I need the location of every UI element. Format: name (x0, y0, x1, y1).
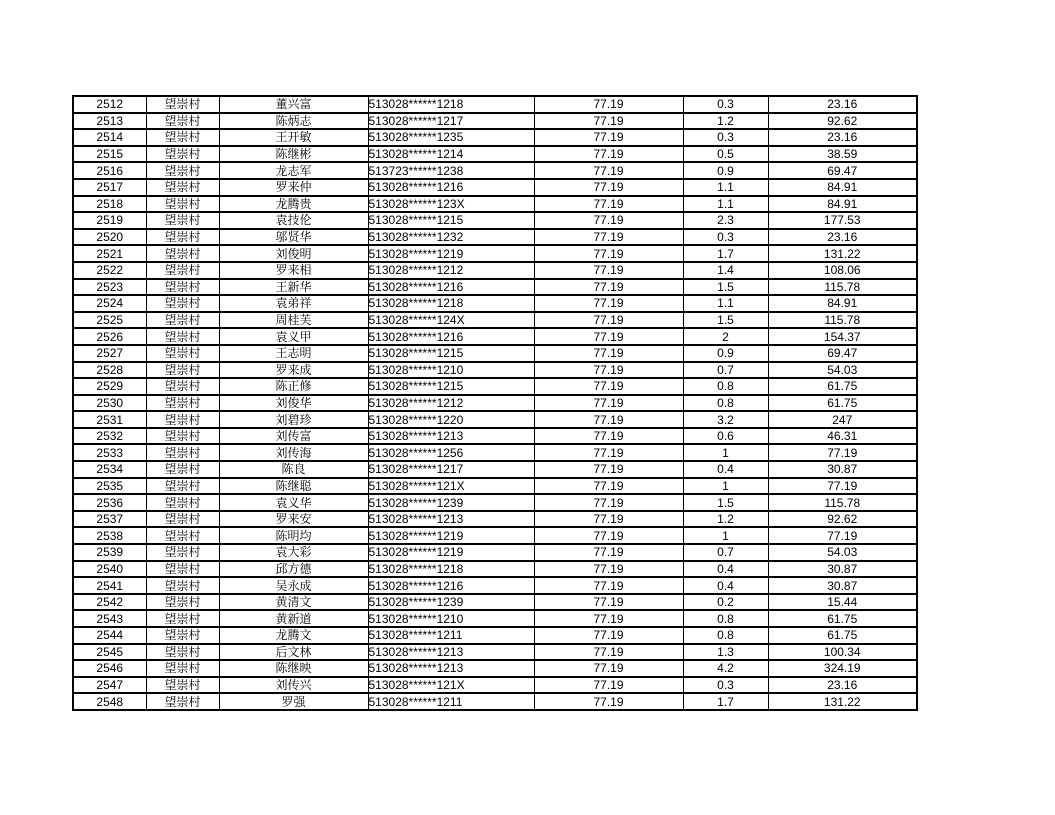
cell-coefficient[interactable]: 0.9 (683, 345, 768, 362)
cell-seq[interactable]: 2539 (73, 544, 146, 561)
cell-village[interactable]: 望崇村 (146, 544, 219, 561)
table-row (73, 328, 917, 345)
cell-id-number[interactable]: 513028******1216 (368, 577, 534, 594)
cell-id-number[interactable]: 513028******1211 (368, 693, 534, 710)
cell-standard[interactable]: 77.19 (534, 362, 683, 379)
table-row (73, 395, 917, 412)
cell-amount[interactable]: 115.78 (768, 494, 917, 511)
cell-coefficient[interactable]: 0.4 (683, 461, 768, 478)
cell-standard[interactable]: 77.19 (534, 693, 683, 710)
table-row (73, 378, 917, 395)
cell-id-number[interactable]: 513028******1213 (368, 644, 534, 661)
cell-amount[interactable]: 247 (768, 411, 917, 428)
cell-amount[interactable]: 61.75 (768, 395, 917, 412)
cell-name[interactable]: 陈继映 (219, 660, 368, 677)
cell-village[interactable]: 望崇村 (146, 660, 219, 677)
cell-id-number[interactable]: 513028******121X (368, 478, 534, 495)
cell-name[interactable]: 罗来相 (219, 262, 368, 279)
cell-seq[interactable]: 2521 (73, 245, 146, 262)
cell-amount[interactable]: 15.44 (768, 594, 917, 611)
table-row (73, 610, 917, 627)
cell-coefficient[interactable]: 0.7 (683, 362, 768, 379)
cell-coefficient[interactable]: 0.3 (683, 229, 768, 246)
table-row (73, 212, 917, 229)
cell-id-number[interactable]: 513028******1215 (368, 345, 534, 362)
cell-coefficient[interactable]: 1.1 (683, 196, 768, 213)
table-row (73, 411, 917, 428)
cell-id-number[interactable]: 513028******1217 (368, 113, 534, 130)
cell-standard[interactable]: 77.19 (534, 544, 683, 561)
table-row (73, 461, 917, 478)
table-row (73, 345, 917, 362)
cell-amount[interactable]: 177.53 (768, 212, 917, 229)
cell-amount[interactable]: 77.19 (768, 478, 917, 495)
cell-name[interactable]: 黄新道 (219, 610, 368, 627)
cell-village[interactable]: 望崇村 (146, 162, 219, 179)
cell-amount[interactable]: 69.47 (768, 345, 917, 362)
table-row (73, 245, 917, 262)
cell-amount[interactable]: 154.37 (768, 328, 917, 345)
cell-name[interactable]: 罗来成 (219, 362, 368, 379)
cell-coefficient[interactable]: 0.4 (683, 577, 768, 594)
table-row (73, 113, 917, 130)
cell-standard[interactable]: 77.19 (534, 96, 683, 113)
cell-standard[interactable]: 77.19 (534, 162, 683, 179)
cell-seq[interactable]: 2544 (73, 627, 146, 644)
cell-village[interactable]: 望崇村 (146, 411, 219, 428)
table-row (73, 511, 917, 528)
cell-village[interactable]: 望崇村 (146, 113, 219, 130)
cell-village[interactable]: 望崇村 (146, 577, 219, 594)
cell-coefficient[interactable]: 0.9 (683, 162, 768, 179)
cell-seq[interactable]: 2538 (73, 527, 146, 544)
table-row (73, 229, 917, 246)
cell-seq[interactable]: 2533 (73, 444, 146, 461)
cell-standard[interactable]: 77.19 (534, 395, 683, 412)
cell-village[interactable]: 望崇村 (146, 693, 219, 710)
cell-amount[interactable]: 23.16 (768, 96, 917, 113)
cell-seq[interactable]: 2513 (73, 113, 146, 130)
cell-seq[interactable]: 2512 (73, 96, 146, 113)
cell-id-number[interactable]: 513028******1215 (368, 378, 534, 395)
cell-village[interactable]: 望崇村 (146, 245, 219, 262)
cell-name[interactable]: 王开敏 (219, 129, 368, 146)
cell-id-number[interactable]: 513028******1232 (368, 229, 534, 246)
cell-village[interactable]: 望崇村 (146, 444, 219, 461)
cell-name[interactable]: 邬贤华 (219, 229, 368, 246)
cell-id-number[interactable]: 513028******1220 (368, 411, 534, 428)
cell-amount[interactable]: 23.16 (768, 129, 917, 146)
cell-seq[interactable]: 2527 (73, 345, 146, 362)
cell-name[interactable]: 袁技伦 (219, 212, 368, 229)
cell-name[interactable]: 刘俊华 (219, 395, 368, 412)
cell-id-number[interactable]: 513028******1218 (368, 96, 534, 113)
cell-seq[interactable]: 2536 (73, 494, 146, 511)
cell-seq[interactable]: 2524 (73, 295, 146, 312)
cell-seq[interactable]: 2532 (73, 428, 146, 445)
table-row (73, 295, 917, 312)
cell-seq[interactable]: 2529 (73, 378, 146, 395)
cell-name[interactable]: 陈炳志 (219, 113, 368, 130)
cell-coefficient[interactable]: 1.2 (683, 113, 768, 130)
cell-id-number[interactable]: 513028******1210 (368, 610, 534, 627)
cell-name[interactable]: 吴永成 (219, 577, 368, 594)
cell-coefficient[interactable]: 0.3 (683, 96, 768, 113)
cell-coefficient[interactable]: 1.4 (683, 262, 768, 279)
cell-amount[interactable]: 115.78 (768, 312, 917, 329)
cell-standard[interactable]: 77.19 (534, 610, 683, 627)
cell-coefficient[interactable]: 0.8 (683, 627, 768, 644)
cell-seq[interactable]: 2520 (73, 229, 146, 246)
table-body (73, 96, 917, 710)
cell-name[interactable]: 刘传海 (219, 444, 368, 461)
cell-amount[interactable]: 54.03 (768, 362, 917, 379)
cell-standard[interactable]: 77.19 (534, 196, 683, 213)
table-row (73, 693, 917, 710)
cell-standard[interactable]: 77.19 (534, 428, 683, 445)
cell-village[interactable]: 望崇村 (146, 527, 219, 544)
cell-id-number[interactable]: 513028******124X (368, 312, 534, 329)
cell-coefficient[interactable]: 1 (683, 444, 768, 461)
cell-standard[interactable]: 77.19 (534, 444, 683, 461)
cell-name[interactable]: 刘传富 (219, 428, 368, 445)
cell-amount[interactable]: 69.47 (768, 162, 917, 179)
cell-id-number[interactable]: 513028******1219 (368, 245, 534, 262)
cell-id-number[interactable]: 513028******1235 (368, 129, 534, 146)
cell-amount[interactable]: 131.22 (768, 693, 917, 710)
cell-name[interactable]: 陈明均 (219, 527, 368, 544)
cell-id-number[interactable]: 513028******1216 (368, 179, 534, 196)
cell-id-number[interactable]: 513028******1214 (368, 146, 534, 163)
cell-coefficient[interactable]: 0.8 (683, 395, 768, 412)
cell-coefficient[interactable]: 1.1 (683, 295, 768, 312)
cell-standard[interactable]: 77.19 (534, 179, 683, 196)
cell-village[interactable]: 望崇村 (146, 627, 219, 644)
cell-seq[interactable]: 2540 (73, 561, 146, 578)
cell-seq[interactable]: 2517 (73, 179, 146, 196)
table-row (73, 494, 917, 511)
cell-village[interactable]: 望崇村 (146, 494, 219, 511)
cell-coefficient[interactable]: 0.4 (683, 561, 768, 578)
cell-amount[interactable]: 92.62 (768, 511, 917, 528)
cell-name[interactable]: 王志明 (219, 345, 368, 362)
cell-village[interactable]: 望崇村 (146, 644, 219, 661)
cell-name[interactable]: 袁义甲 (219, 328, 368, 345)
cell-amount[interactable]: 92.62 (768, 113, 917, 130)
cell-amount[interactable]: 115.78 (768, 279, 917, 296)
cell-name[interactable]: 龙腾文 (219, 627, 368, 644)
cell-id-number[interactable]: 513028******1218 (368, 561, 534, 578)
cell-standard[interactable]: 77.19 (534, 345, 683, 362)
cell-standard[interactable]: 77.19 (534, 511, 683, 528)
cell-standard[interactable]: 77.19 (534, 378, 683, 395)
cell-amount[interactable]: 23.16 (768, 677, 917, 694)
cell-seq[interactable]: 2547 (73, 677, 146, 694)
table-row (73, 544, 917, 561)
table-row (73, 444, 917, 461)
cell-village[interactable]: 望崇村 (146, 212, 219, 229)
cell-id-number[interactable]: 513723******1238 (368, 162, 534, 179)
cell-seq[interactable]: 2531 (73, 411, 146, 428)
cell-seq[interactable]: 2518 (73, 196, 146, 213)
cell-amount[interactable]: 131.22 (768, 245, 917, 262)
cell-name[interactable]: 刘碧珍 (219, 411, 368, 428)
cell-name[interactable]: 黄清文 (219, 594, 368, 611)
cell-amount[interactable]: 30.87 (768, 577, 917, 594)
cell-coefficient[interactable]: 0.8 (683, 610, 768, 627)
cell-seq[interactable]: 2543 (73, 610, 146, 627)
table-row (73, 262, 917, 279)
cell-coefficient[interactable]: 1.2 (683, 511, 768, 528)
cell-seq[interactable]: 2541 (73, 577, 146, 594)
cell-coefficient[interactable]: 0.8 (683, 378, 768, 395)
cell-coefficient[interactable]: 1.5 (683, 279, 768, 296)
cell-standard[interactable]: 77.19 (534, 494, 683, 511)
cell-name[interactable]: 袁大彩 (219, 544, 368, 561)
cell-name[interactable]: 邱方德 (219, 561, 368, 578)
cell-coefficient[interactable]: 3.2 (683, 411, 768, 428)
cell-coefficient[interactable]: 1.3 (683, 644, 768, 661)
data-table-container (72, 95, 918, 711)
cell-village[interactable]: 望崇村 (146, 677, 219, 694)
cell-id-number[interactable]: 513028******123X (368, 196, 534, 213)
table-row (73, 96, 917, 113)
cell-id-number[interactable]: 513028******1217 (368, 461, 534, 478)
cell-id-number[interactable]: 513028******1219 (368, 527, 534, 544)
cell-name[interactable]: 罗来仲 (219, 179, 368, 196)
table-row (73, 478, 917, 495)
table-row (73, 279, 917, 296)
cell-village[interactable]: 望崇村 (146, 378, 219, 395)
cell-seq[interactable]: 2516 (73, 162, 146, 179)
cell-id-number[interactable]: 513028******1213 (368, 511, 534, 528)
cell-amount[interactable]: 61.75 (768, 610, 917, 627)
cell-standard[interactable]: 77.19 (534, 677, 683, 694)
cell-seq[interactable]: 2514 (73, 129, 146, 146)
cell-standard[interactable]: 77.19 (534, 312, 683, 329)
table-row (73, 594, 917, 611)
cell-standard[interactable]: 77.19 (534, 129, 683, 146)
cell-name[interactable]: 董兴富 (219, 96, 368, 113)
cell-coefficient[interactable]: 1.7 (683, 245, 768, 262)
cell-standard[interactable]: 77.19 (534, 478, 683, 495)
cell-coefficient[interactable]: 1 (683, 527, 768, 544)
cell-amount[interactable]: 30.87 (768, 461, 917, 478)
table-row (73, 627, 917, 644)
cell-amount[interactable]: 100.34 (768, 644, 917, 661)
cell-standard[interactable]: 77.19 (534, 577, 683, 594)
cell-standard[interactable]: 77.19 (534, 660, 683, 677)
table-row (73, 146, 917, 163)
cell-coefficient[interactable]: 4.2 (683, 660, 768, 677)
cell-standard[interactable]: 77.19 (534, 279, 683, 296)
cell-amount[interactable]: 61.75 (768, 627, 917, 644)
cell-village[interactable]: 望崇村 (146, 96, 219, 113)
cell-village[interactable]: 望崇村 (146, 594, 219, 611)
cell-coefficient[interactable]: 1 (683, 478, 768, 495)
cell-coefficient[interactable]: 2 (683, 328, 768, 345)
cell-standard[interactable]: 77.19 (534, 113, 683, 130)
cell-amount[interactable]: 30.87 (768, 561, 917, 578)
cell-village[interactable]: 望崇村 (146, 610, 219, 627)
cell-id-number[interactable]: 513028******1213 (368, 428, 534, 445)
cell-coefficient[interactable]: 1.7 (683, 693, 768, 710)
cell-village[interactable]: 望崇村 (146, 179, 219, 196)
table-row (73, 162, 917, 179)
cell-name[interactable]: 龙志军 (219, 162, 368, 179)
cell-coefficient[interactable]: 0.7 (683, 544, 768, 561)
cell-village[interactable]: 望崇村 (146, 511, 219, 528)
cell-village[interactable]: 望崇村 (146, 395, 219, 412)
cell-standard[interactable]: 77.19 (534, 411, 683, 428)
cell-coefficient[interactable]: 1.5 (683, 312, 768, 329)
cell-standard[interactable]: 77.19 (534, 644, 683, 661)
cell-id-number[interactable]: 513028******1211 (368, 627, 534, 644)
cell-standard[interactable]: 77.19 (534, 561, 683, 578)
cell-coefficient[interactable]: 2.3 (683, 212, 768, 229)
table-row (73, 129, 917, 146)
cell-village[interactable]: 望崇村 (146, 295, 219, 312)
cell-village[interactable]: 望崇村 (146, 328, 219, 345)
cell-amount[interactable]: 46.31 (768, 428, 917, 445)
cell-name[interactable]: 周桂芙 (219, 312, 368, 329)
cell-coefficient[interactable]: 0.6 (683, 428, 768, 445)
cell-seq[interactable]: 2526 (73, 328, 146, 345)
cell-name[interactable]: 陈继聪 (219, 478, 368, 495)
cell-seq[interactable]: 2528 (73, 362, 146, 379)
cell-id-number[interactable]: 513028******1216 (368, 279, 534, 296)
cell-name[interactable]: 罗来安 (219, 511, 368, 528)
cell-village[interactable]: 望崇村 (146, 196, 219, 213)
cell-name[interactable]: 刘俊明 (219, 245, 368, 262)
table-row (73, 428, 917, 445)
table-row (73, 312, 917, 329)
cell-village[interactable]: 望崇村 (146, 146, 219, 163)
cell-standard[interactable]: 77.19 (534, 328, 683, 345)
cell-name[interactable]: 袁弟祥 (219, 295, 368, 312)
cell-standard[interactable]: 77.19 (534, 229, 683, 246)
cell-name[interactable]: 刘传兴 (219, 677, 368, 694)
cell-amount[interactable]: 84.91 (768, 179, 917, 196)
table-row (73, 677, 917, 694)
cell-seq[interactable]: 2523 (73, 279, 146, 296)
cell-village[interactable]: 望崇村 (146, 262, 219, 279)
cell-id-number[interactable]: 513028******1213 (368, 660, 534, 677)
cell-id-number[interactable]: 513028******1219 (368, 544, 534, 561)
cell-village[interactable]: 望崇村 (146, 279, 219, 296)
cell-id-number[interactable]: 513028******1210 (368, 362, 534, 379)
cell-standard[interactable]: 77.19 (534, 627, 683, 644)
cell-standard[interactable]: 77.19 (534, 245, 683, 262)
cell-name[interactable]: 陈正修 (219, 378, 368, 395)
cell-seq[interactable]: 2537 (73, 511, 146, 528)
cell-seq[interactable]: 2548 (73, 693, 146, 710)
cell-amount[interactable]: 54.03 (768, 544, 917, 561)
cell-village[interactable]: 望崇村 (146, 362, 219, 379)
cell-standard[interactable]: 77.19 (534, 527, 683, 544)
cell-name[interactable]: 罗强 (219, 693, 368, 710)
cell-name[interactable]: 王新华 (219, 279, 368, 296)
cell-name[interactable]: 陈继彬 (219, 146, 368, 163)
cell-village[interactable]: 望崇村 (146, 561, 219, 578)
cell-name[interactable]: 袁义华 (219, 494, 368, 511)
data-table (72, 95, 918, 711)
cell-id-number[interactable]: 513028******1212 (368, 395, 534, 412)
table-row (73, 179, 917, 196)
cell-seq[interactable]: 2534 (73, 461, 146, 478)
cell-seq[interactable]: 2530 (73, 395, 146, 412)
cell-amount[interactable]: 77.19 (768, 527, 917, 544)
table-row (73, 660, 917, 677)
cell-coefficient[interactable]: 1.1 (683, 179, 768, 196)
cell-coefficient[interactable]: 0.3 (683, 677, 768, 694)
cell-village[interactable]: 望崇村 (146, 461, 219, 478)
table-row (73, 196, 917, 213)
cell-seq[interactable]: 2522 (73, 262, 146, 279)
table-row (73, 527, 917, 544)
cell-standard[interactable]: 77.19 (534, 262, 683, 279)
cell-id-number[interactable]: 513028******1256 (368, 444, 534, 461)
cell-standard[interactable]: 77.19 (534, 295, 683, 312)
cell-amount[interactable]: 61.75 (768, 378, 917, 395)
table-row (73, 644, 917, 661)
cell-id-number[interactable]: 513028******1239 (368, 594, 534, 611)
cell-seq[interactable]: 2546 (73, 660, 146, 677)
cell-amount[interactable]: 84.91 (768, 196, 917, 213)
cell-standard[interactable]: 77.19 (534, 212, 683, 229)
cell-name[interactable]: 龙腾贵 (219, 196, 368, 213)
cell-amount[interactable]: 23.16 (768, 229, 917, 246)
cell-id-number[interactable]: 513028******1215 (368, 212, 534, 229)
cell-seq[interactable]: 2542 (73, 594, 146, 611)
cell-amount[interactable]: 77.19 (768, 444, 917, 461)
cell-seq[interactable]: 2545 (73, 644, 146, 661)
cell-coefficient[interactable]: 0.2 (683, 594, 768, 611)
cell-standard[interactable]: 77.19 (534, 146, 683, 163)
cell-village[interactable]: 望崇村 (146, 478, 219, 495)
cell-id-number[interactable]: 513028******1216 (368, 328, 534, 345)
cell-village[interactable]: 望崇村 (146, 345, 219, 362)
cell-seq[interactable]: 2515 (73, 146, 146, 163)
cell-seq[interactable]: 2519 (73, 212, 146, 229)
cell-name[interactable]: 后文林 (219, 644, 368, 661)
cell-village[interactable]: 望崇村 (146, 312, 219, 329)
cell-amount[interactable]: 108.06 (768, 262, 917, 279)
cell-id-number[interactable]: 513028******1212 (368, 262, 534, 279)
cell-seq[interactable]: 2525 (73, 312, 146, 329)
cell-amount[interactable]: 324.19 (768, 660, 917, 677)
cell-coefficient[interactable]: 0.5 (683, 146, 768, 163)
cell-standard[interactable]: 77.19 (534, 461, 683, 478)
cell-village[interactable]: 望崇村 (146, 229, 219, 246)
table-row (73, 561, 917, 578)
cell-seq[interactable]: 2535 (73, 478, 146, 495)
cell-id-number[interactable]: 513028******121X (368, 677, 534, 694)
cell-name[interactable]: 陈良 (219, 461, 368, 478)
cell-id-number[interactable]: 513028******1239 (368, 494, 534, 511)
table-row (73, 362, 917, 379)
cell-coefficient[interactable]: 0.3 (683, 129, 768, 146)
cell-village[interactable]: 望崇村 (146, 129, 219, 146)
cell-id-number[interactable]: 513028******1218 (368, 295, 534, 312)
cell-village[interactable]: 望崇村 (146, 428, 219, 445)
cell-standard[interactable]: 77.19 (534, 594, 683, 611)
cell-amount[interactable]: 84.91 (768, 295, 917, 312)
cell-amount[interactable]: 38.59 (768, 146, 917, 163)
table-row (73, 577, 917, 594)
cell-coefficient[interactable]: 1.5 (683, 494, 768, 511)
